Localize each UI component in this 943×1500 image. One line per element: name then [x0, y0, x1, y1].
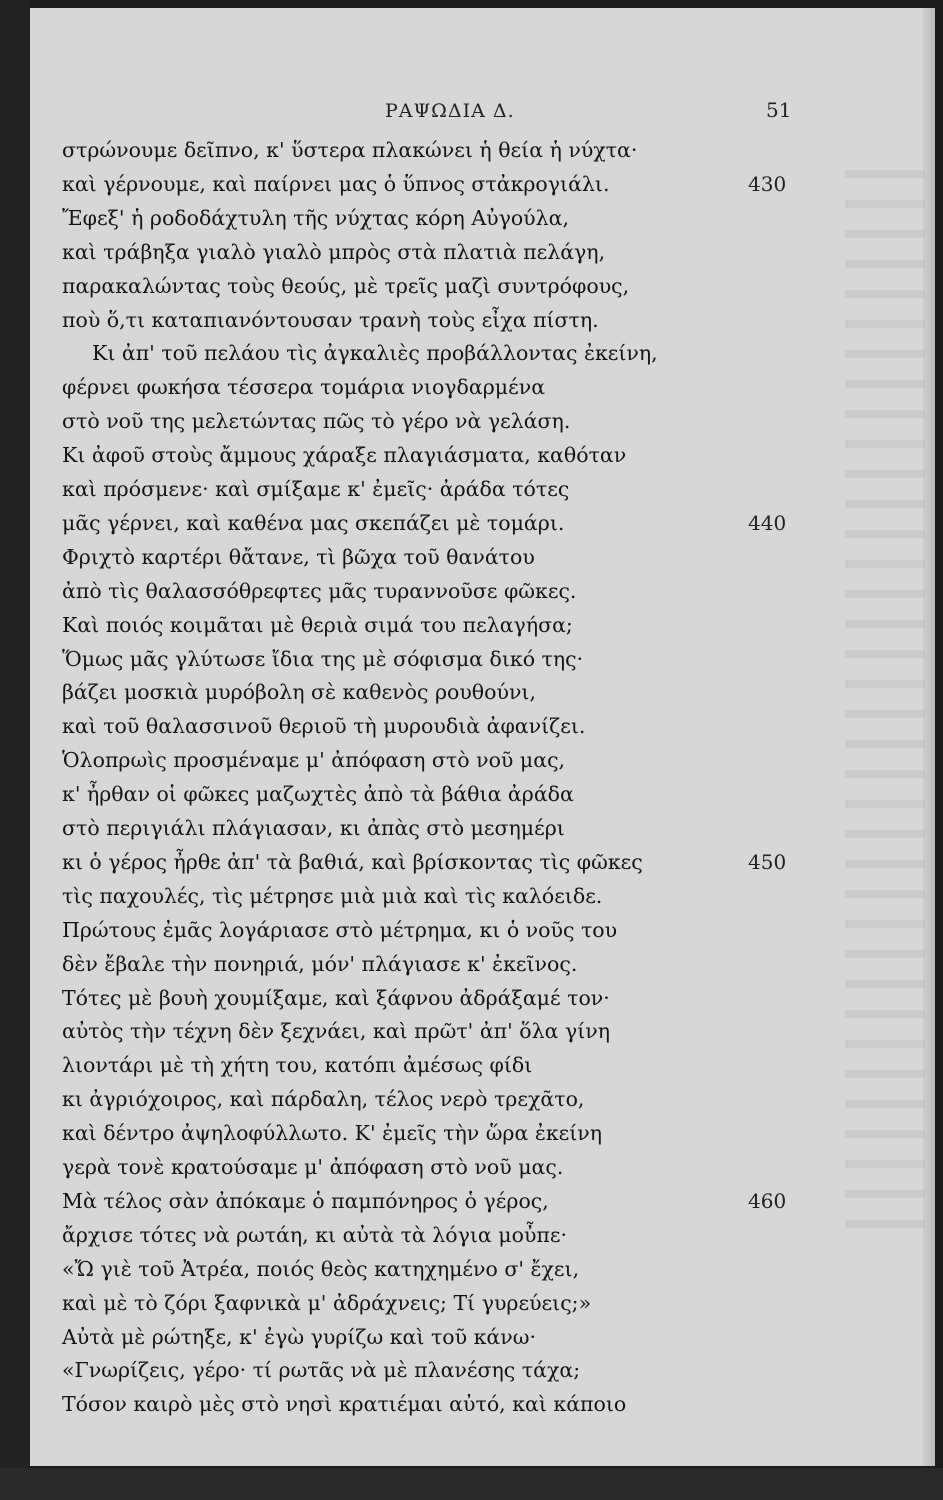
verse-line: Καὶ ποιός κοιμᾶται μὲ θεριὰ σιμά του πελαγήσα;: [62, 612, 573, 637]
verse-line: Ὅμως μᾶς γλύτωσε ἴδια της μὲ σόφισμα δικό της·: [62, 646, 584, 671]
verse-line: ἀπὸ τὶς θαλασσόθρεφτες μᾶς τυραννοῦσε φῶκες.: [62, 578, 577, 603]
verse-line: κι ὁ γέρος ἦρθε ἀπ' τὰ βαθιά, καὶ βρίσκοντας τὶς φῶκες: [62, 849, 643, 874]
verse-line: μᾶς γέρνει, καὶ καθένα μας σκεπάζει μὲ τομάρι.: [62, 510, 565, 535]
verse-line: καὶ γέρνουμε, καὶ παίρνει μας ὁ ὕπνος στἀκρογιάλι.: [62, 171, 610, 196]
verse-line: καὶ τοῦ θαλασσινοῦ θεριοῦ τὴ μυρουδιὰ ἀφανίζει.: [62, 714, 586, 739]
verse-line: «Ὤ γιὲ τοῦ Ἀτρέα, ποιός θεὸς κατηχημένο σ' ἔχει,: [62, 1256, 580, 1281]
line-number: 460: [748, 1188, 787, 1213]
scan-left-border: [0, 0, 30, 1500]
verse-text: [30, 8, 935, 1466]
verse-line: Φριχτὸ καρτέρι θἄτανε, τὶ βῶχα τοῦ θανάτου: [62, 544, 535, 569]
verse-line: Τότες μὲ βουὴ χουμίξαμε, καὶ ξάφνου ἀδράξαμέ τον·: [62, 985, 610, 1010]
verse-line: βάζει μοσκιὰ μυρόβολη σὲ καθενὸς ρουθούνι,: [62, 680, 536, 705]
verse-line: στὸ περιγιάλι πλάγιασαν, κι ἀπὰς στὸ μεσημέρι: [62, 816, 565, 840]
book-page: [30, 8, 935, 1466]
chapter-header: ΡΑΨΩΔΙΑ Δ.: [385, 100, 515, 122]
verse-line: αὐτὸς τὴν τέχνη δὲν ξεχνάει, καὶ πρῶτ' ἀπ' ὅλα γίνη: [62, 1019, 611, 1044]
verse-line: ποὺ ὅ,τι καταπιανόντουσαν τρανὴ τοὺς εἶχα πίστη.: [62, 307, 599, 332]
verse-line: λιοντάρι μὲ τὴ χήτη του, κατόπι ἀμέσως φίδι: [62, 1053, 533, 1078]
verse-line: Κι ἀφοῦ στοὺς ἄμμους χάραξε πλαγιάσματα, καθόταν: [62, 443, 627, 468]
verse-line: στρώνουμε δεῖπνο, κ' ὕστερα πλακώνει ἡ θεία ἡ νύχτα·: [62, 138, 638, 162]
verse-line: Πρώτους ἐμᾶς λογάριασε στὸ μέτρημα, κι ὁ νοῦς του: [62, 917, 618, 942]
line-number: 440: [748, 510, 787, 535]
verse-line: Τόσον καιρὸ μὲς στὸ νησὶ κρατιέμαι αὐτό, καὶ κάποιο: [62, 1392, 627, 1417]
verse-line: Αὐτὰ μὲ ρώτηξε, κ' ἐγὼ γυρίζω καὶ τοῦ κάνω·: [62, 1324, 536, 1349]
verse-line: Ἔφεξ' ἡ ροδοδάχτυλη τῆς νύχτας κόρη Αὐγούλα,: [62, 205, 569, 230]
line-number: 450: [748, 849, 787, 874]
line-number: 430: [748, 171, 787, 196]
verse-line: Κι ἀπ' τοῦ πελάου τὶς ἀγκαλιὲς προβάλλοντας ἐκείνη,: [92, 341, 658, 366]
verse-line: κ' ἦρθαν οἱ φῶκες μαζωχτὲς ἀπὸ τὰ βάθια ἀράδα: [62, 782, 574, 807]
verse-line: καὶ πρόσμενε· καὶ σμίξαμε κ' ἐμεῖς· ἀράδα τότες: [62, 477, 570, 501]
verse-line: τὶς παχουλές, τὶς μέτρησε μιὰ μιὰ καὶ τὶς καλόειδε.: [62, 883, 603, 908]
verse-line: κι ἀγριόχοιρος, καὶ πάρδαλη, τέλος νερὸ τρεχᾶτο,: [62, 1087, 585, 1112]
verse-line: Ὁλοπρωὶς προσμέναμε μ' ἀπόφαση στὸ νοῦ μας,: [62, 748, 566, 773]
verse-line: καὶ δέντρο ἀψηλοφύλλωτο. Κ' ἐμεῖς τὴν ὥρα ἐκείνη: [62, 1121, 603, 1146]
verse-line: γερὰ τονὲ κρατούσαμε μ' ἀπόφαση στὸ νοῦ μας.: [62, 1155, 564, 1179]
verse-line: φέρνει φωκήσα τέσσερα τομάρια νιογδαρμένα: [62, 375, 546, 400]
verse-line: παρακαλώντας τοὺς θεούς, μὲ τρεῖς μαζὶ συντρόφους,: [62, 273, 630, 298]
page-number: 51: [766, 98, 792, 122]
verse-line: Μὰ τέλος σὰν ἀπόκαμε ὁ παμπόνηρος ὁ γέρος,: [62, 1188, 549, 1213]
verse-line: στὸ νοῦ της μελετώντας πῶς τὸ γέρο νὰ γελάση.: [62, 409, 571, 434]
verse-line: ἄρχισε τότες νὰ ρωτάη, κι αὐτὰ τὰ λόγια μοὖπε·: [62, 1222, 568, 1247]
verse-line: καὶ τράβηξα γιαλὸ γιαλὸ μπρὸς στὰ πλατιὰ πελάγη,: [62, 239, 606, 264]
scan-bottom-border: [0, 1468, 943, 1500]
verse-line: «Γνωρίζεις, γέρο· τί ρωτᾶς νὰ μὲ πλανέσης τάχα;: [62, 1358, 581, 1383]
verse-line: δὲν ἔβαλε τὴν πονηριά, μόν' πλάγιασε κ' ἐκεῖνος.: [62, 951, 578, 976]
verse-line: καὶ μὲ τὸ ζόρι ξαφνικὰ μ' ἀδράχνεις; Τί γυρεύεις;»: [62, 1290, 592, 1315]
